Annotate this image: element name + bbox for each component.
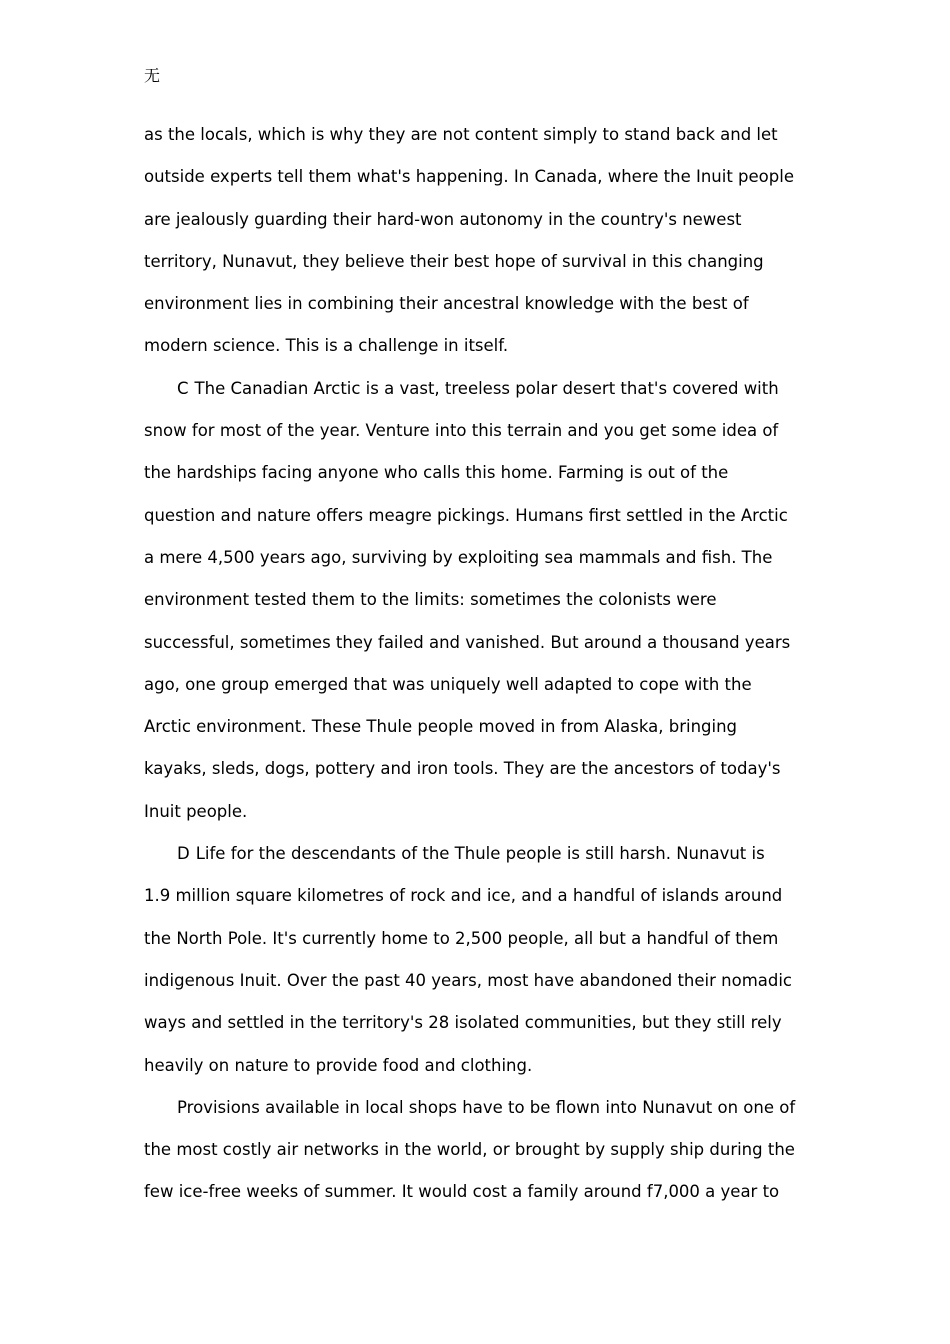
body-text — [144, 114, 812, 1214]
text-line: 1.9 million square kilometres of rock and ice, and a handful of islands around — [144, 886, 783, 906]
text-line: Arctic environment. These Thule people moved in from Alaska, bringing — [144, 717, 738, 737]
text-line: ways and settled in the territory's 28 isolated communities, but they still rely — [144, 1013, 782, 1033]
text-line: ago, one group emerged that was uniquely well adapted to cope with the — [144, 674, 752, 694]
text-line-first — [144, 833, 812, 875]
text-line: a mere 4,500 years ago, surviving by exploiting sea mammals and fish. The — [144, 547, 773, 567]
text-line: territory, Nunavut, they believe their best hope of survival in this changing — [144, 251, 764, 271]
text-segment: The Canadian Arctic is a vast, treeless polar desert that's covered with — [194, 378, 779, 398]
text-line-first — [144, 1087, 812, 1129]
text-line: Inuit people. — [144, 801, 248, 821]
paragraph-provisions — [144, 1087, 812, 1214]
paragraph-letter: C — [177, 378, 189, 398]
text-line: environment tested them to the limits: sometimes the colonists were — [144, 590, 717, 610]
paragraph-continuation — [144, 114, 812, 368]
text-line: the North Pole. It's currently home to 2,500 people, all but a handful of them — [144, 928, 779, 948]
paragraph-letter: D — [177, 844, 190, 864]
text-line: snow for most of the year. Venture into this terrain and you get some idea of — [144, 421, 779, 441]
header-mark: 无 — [144, 66, 161, 85]
paragraph-d — [144, 833, 812, 1087]
text-segment: Provisions available in local shops have to be flown into Nunavut on one of — [177, 1097, 796, 1117]
text-line: question and nature offers meagre pickings. Humans first settled in the Arctic — [144, 505, 788, 525]
text-line: kayaks, sleds, dogs, pottery and iron tools. They are the ancestors of today's — [144, 759, 781, 779]
text-line: the most costly air networks in the world, or brought by supply ship during the — [144, 1140, 795, 1160]
text-line-first — [144, 368, 812, 410]
text-segment: Life for the descendants of the Thule people is still harsh. Nunavut is — [195, 844, 765, 864]
text-line: heavily on nature to provide food and clothing. — [144, 1055, 533, 1075]
text-line: successful, sometimes they failed and vanished. But around a thousand years — [144, 632, 791, 652]
text-line: indigenous Inuit. Over the past 40 years, most have abandoned their nomadic — [144, 970, 793, 990]
paragraph-c — [144, 368, 812, 833]
text-line: are jealously guarding their hard-won autonomy in the country's newest — [144, 209, 742, 229]
text-line: outside experts tell them what's happening. In Canada, where the Inuit people — [144, 167, 794, 187]
text-line: environment lies in combining their ancestral knowledge with the best of — [144, 294, 749, 314]
text-line: modern science. This is a challenge in itself. — [144, 336, 509, 356]
text-line: as the locals, which is why they are not content simply to stand back and let — [144, 125, 778, 144]
text-line: few ice-free weeks of summer. It would cost a family around f7,000 a year to — [144, 1182, 780, 1202]
text-line: the hardships facing anyone who calls this home. Farming is out of the — [144, 463, 729, 483]
